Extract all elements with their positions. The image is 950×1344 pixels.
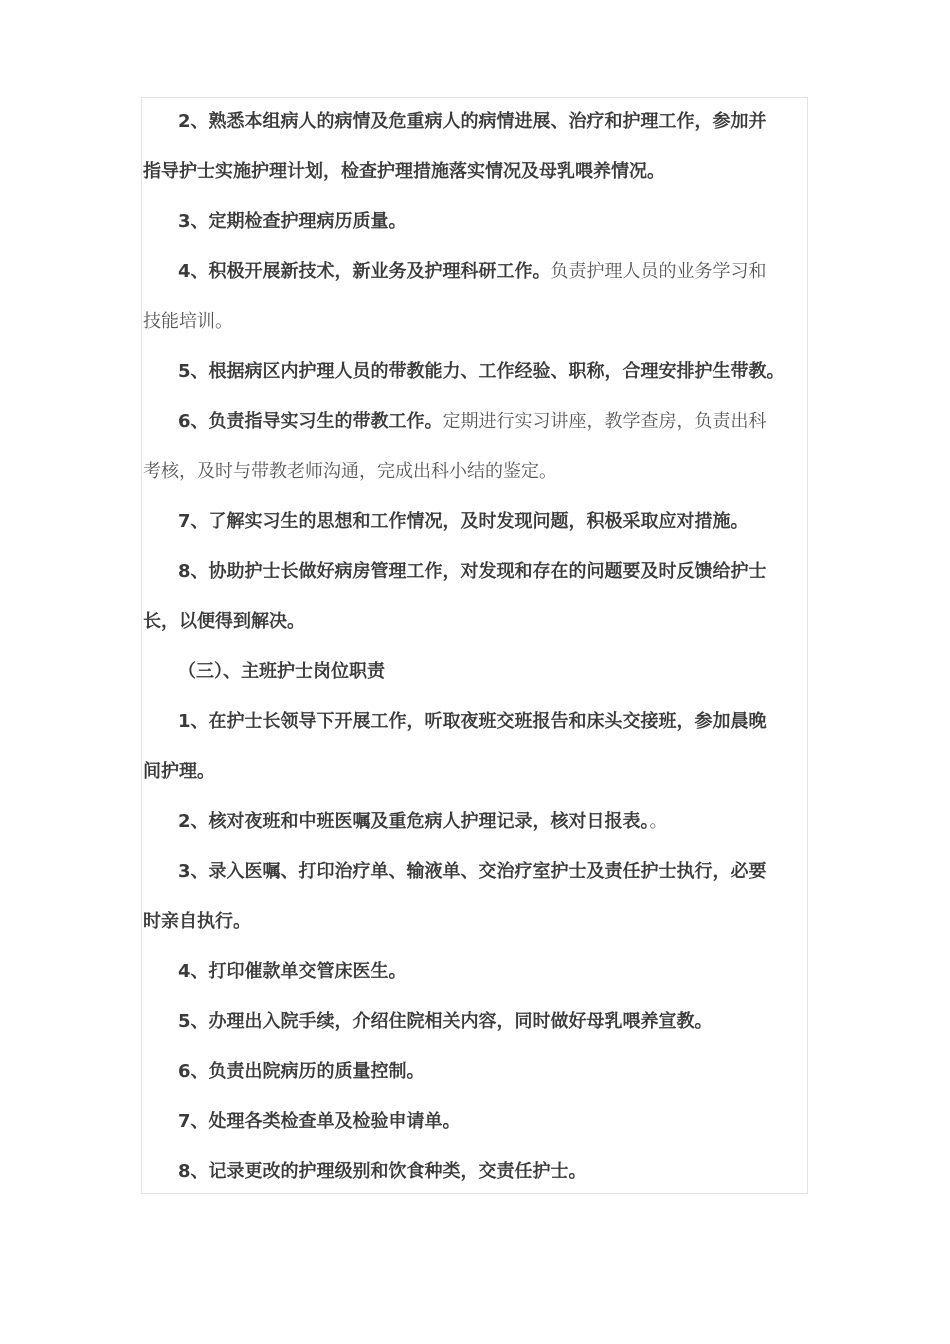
paragraph-line	[143, 147, 806, 197]
paragraph-line	[143, 497, 806, 547]
bold-text: 4、打印催款单交管床医生。	[178, 961, 407, 982]
bold-text: 2、熟悉本组病人的病情及危重病人的病情进展、治疗和护理工作，参加并	[178, 111, 767, 132]
bold-text: （三）、主班护士岗位职责	[178, 661, 385, 682]
paragraph-line	[143, 747, 806, 797]
paragraph-line	[143, 847, 806, 897]
bold-text: 指导护士实施护理计划，检查护理措施落实情况及母乳喂养情况。	[143, 161, 665, 182]
paragraph-line	[143, 397, 806, 447]
paragraph-line	[143, 547, 806, 597]
paragraph-line	[143, 1147, 806, 1197]
bold-text: 8、记录更改的护理级别和饮食种类，交责任护士。	[178, 1161, 587, 1182]
normal-text: 技能培训。	[143, 311, 233, 332]
normal-text: 。	[649, 811, 668, 832]
bold-text: 2、核对夜班和中班医嘱及重危病人护理记录，核对日报表。	[178, 811, 650, 832]
bold-text: 3、录入医嘱、打印治疗单、输液单、交治疗室护士及责任护士执行，必要	[178, 861, 767, 882]
paragraph-line	[143, 247, 806, 297]
bold-text: 7、处理各类检查单及检验申请单。	[178, 1111, 461, 1132]
document-body	[143, 97, 806, 1197]
paragraph-line	[143, 947, 806, 997]
bold-text: 6、负责指导实习生的带教工作。	[178, 411, 443, 432]
bold-text: 5、根据病区内护理人员的带教能力、工作经验、职称，合理安排护生带教。	[178, 361, 785, 382]
bold-text: 时亲自执行。	[143, 911, 251, 932]
paragraph-line	[143, 347, 806, 397]
bold-text: 6、负责出院病历的质量控制。	[178, 1061, 425, 1082]
paragraph-line	[143, 597, 806, 647]
paragraph-line	[143, 697, 806, 747]
normal-text: 负责护理人员的业务学习和	[550, 261, 767, 282]
paragraph-line	[143, 1097, 806, 1147]
bold-text: 4、积极开展新技术，新业务及护理科研工作。	[178, 261, 551, 282]
paragraph-line	[143, 197, 806, 247]
bold-text: 8、协助护士长做好病房管理工作，对发现和存在的问题要及时反馈给护士	[178, 561, 767, 582]
paragraph-line	[143, 897, 806, 947]
normal-text: 定期进行实习讲座，教学查房，负责出科	[442, 411, 767, 432]
bold-text: 3、定期检查护理病历质量。	[178, 211, 407, 232]
paragraph-line	[143, 97, 806, 147]
bold-text: 1、在护士长领导下开展工作，听取夜班交班报告和床头交接班，参加晨晚	[178, 711, 767, 732]
bold-text: 5、办理出入院手续，介绍住院相关内容，同时做好母乳喂养宣教。	[178, 1011, 713, 1032]
section-heading	[143, 647, 806, 697]
bold-text: 间护理。	[143, 761, 215, 782]
paragraph-line	[143, 447, 806, 497]
bold-text: 7、了解实习生的思想和工作情况，及时发现问题，积极采取应对措施。	[178, 511, 749, 532]
bold-text: 长，以便得到解决。	[143, 611, 305, 632]
paragraph-line	[143, 1047, 806, 1097]
paragraph-line	[143, 297, 806, 347]
paragraph-line	[143, 797, 806, 847]
normal-text: 考核，及时与带教老师沟通，完成出科小结的鉴定。	[143, 461, 557, 482]
paragraph-line	[143, 997, 806, 1047]
